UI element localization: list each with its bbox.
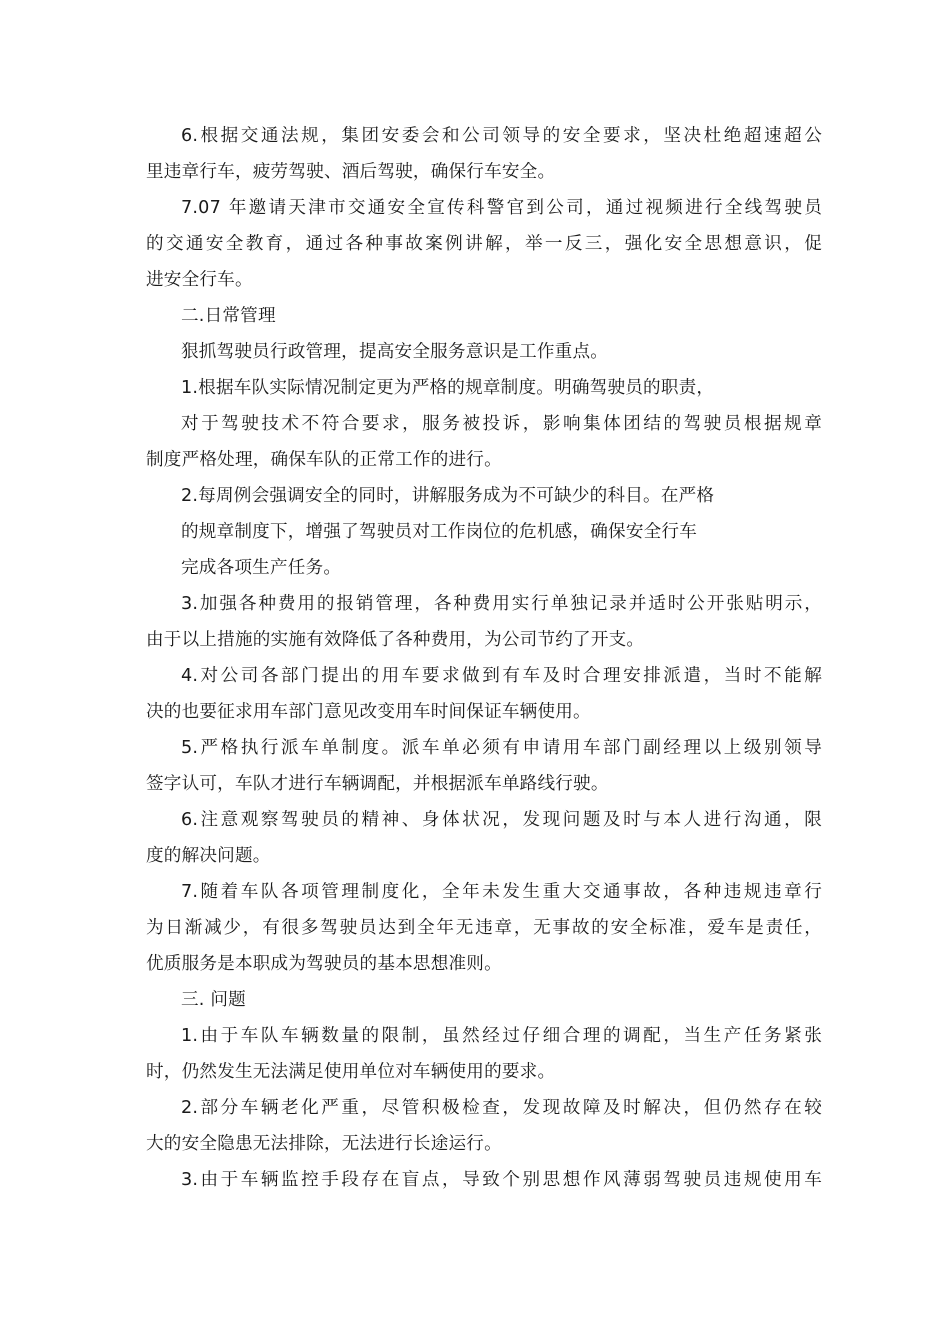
text-line: 狠抓驾驶员行政管理，提高安全服务意识是工作重点。: [181, 342, 609, 362]
text-line: 7.07 年邀请天津市交通安全宣传科警官到公司，通过视频进行全线驾驶员: [181, 198, 822, 218]
text-line: 决的也要征求用车部门意见改变用车时间保证车辆使用。: [146, 702, 591, 722]
text-line: 制度严格处理，确保车队的正常工作的进行。: [146, 450, 502, 470]
section-heading: 三. 问题: [181, 990, 246, 1010]
text-line: 度的解决问题。: [146, 846, 271, 866]
text-line: 1.由于车队车辆数量的限制，虽然经过仔细合理的调配，当生产任务紧张: [181, 1026, 822, 1046]
text-line: 由于以上措施的实施有效降低了各种费用，为公司节约了开支。: [146, 630, 645, 650]
text-line: 3.加强各种费用的报销管理，各种费用实行单独记录并适时公开张贴明示，: [181, 594, 822, 614]
text-line: 大的安全隐患无法排除，无法进行长途运行。: [146, 1134, 502, 1154]
text-line: 的交通安全教育，通过各种事故案例讲解，举一反三，强化安全思想意识，促: [146, 234, 822, 254]
text-line: 6.根据交通法规，集团安委会和公司领导的安全要求，坚决杜绝超速超公: [181, 126, 822, 146]
text-line: 为日渐减少，有很多驾驶员达到全年无违章，无事故的安全标准，爱车是责任，: [146, 918, 822, 938]
text-line: 时，仍然发生无法满足使用单位对车辆使用的要求。: [146, 1062, 556, 1082]
text-line: 对于驾驶技术不符合要求，服务被投诉，影响集体团结的驾驶员根据规章: [181, 414, 822, 434]
text-line: 5.严格执行派车单制度。派车单必须有申请用车部门副经理以上级别领导: [181, 738, 822, 758]
text-line: 的规章制度下，增强了驾驶员对工作岗位的危机感，确保安全行车: [181, 522, 698, 542]
document-body: [146, 118, 822, 1198]
text-line: 优质服务是本职成为驾驶员的基本思想准则。: [146, 954, 502, 974]
text-line: 2.部分车辆老化严重，尽管积极检查，发现故障及时解决，但仍然存在较: [181, 1098, 822, 1118]
text-line: 里违章行车，疲劳驾驶、酒后驾驶，确保行车安全。: [146, 162, 556, 182]
text-line: 1.根据车队实际情况制定更为严格的规章制度。明确驾驶员的职责，: [181, 378, 715, 398]
text-line: 2.每周例会强调安全的同时，讲解服务成为不可缺少的科目。在严格: [181, 486, 715, 506]
text-line: 6.注意观察驾驶员的精神、身体状况，发现问题及时与本人进行沟通，限: [181, 810, 822, 830]
text-line: 进安全行车。: [146, 270, 253, 290]
text-line: 7.随着车队各项管理制度化，全年未发生重大交通事故，各种违规违章行: [181, 882, 822, 902]
text-line: 4.对公司各部门提出的用车要求做到有车及时合理安排派遣，当时不能解: [181, 666, 822, 686]
text-line: 完成各项生产任务。: [181, 558, 342, 578]
text-line: 3.由于车辆监控手段存在盲点，导致个别思想作风薄弱驾驶员违规使用车: [181, 1170, 822, 1190]
text-line: 签字认可，车队才进行车辆调配，并根据派车单路线行驶。: [146, 774, 609, 794]
section-heading: 二.日常管理: [181, 306, 276, 326]
